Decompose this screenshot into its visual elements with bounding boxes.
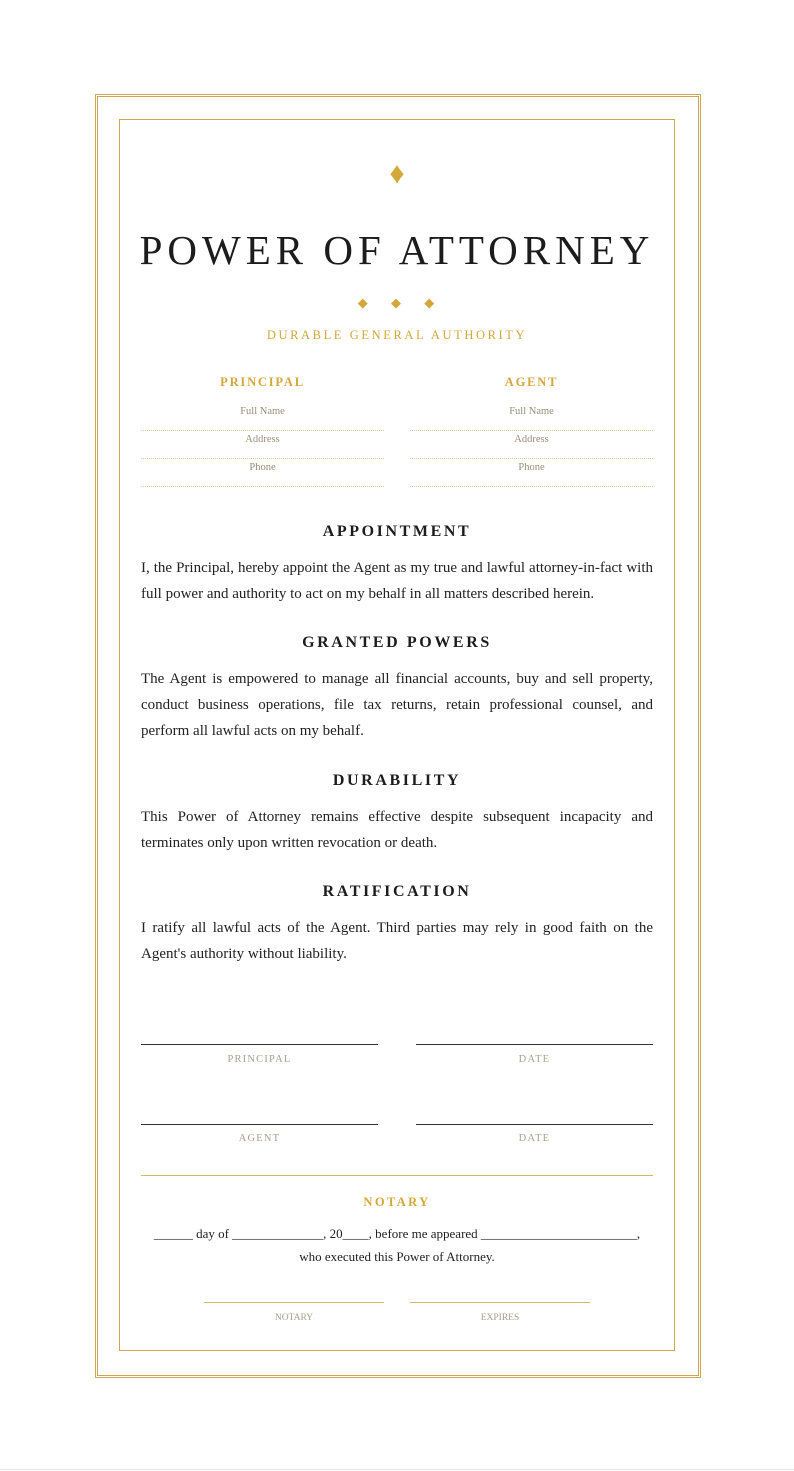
notary-expires-label: EXPIRES xyxy=(480,1313,520,1323)
diamond-icon: ♦ xyxy=(389,157,405,190)
section-body-granted-powers: The Agent is empowered to manage all financial accounts, buy and sell property, conduct business operations, file tax returns, retain professional counsel, and perform all lawful acts on my behalf. xyxy=(141,671,653,739)
principal-heading: PRINCIPAL xyxy=(220,375,305,389)
principal-signature-label: PRINCIPAL xyxy=(227,1054,292,1065)
principal-address-field[interactable]: Address xyxy=(141,431,384,459)
agent-date-label: DATE xyxy=(518,1133,551,1144)
section-body-durability: This Power of Attorney remains effective despite subsequent incapacity and terminates only upon written revocation or death. xyxy=(141,809,653,851)
page-bottom-rule xyxy=(0,1469,794,1470)
diamond-icon: ◆ xyxy=(391,295,403,310)
principal-phone-field[interactable]: Phone xyxy=(141,459,384,487)
notary-statement xyxy=(141,1222,653,1268)
notary-divider xyxy=(141,1175,653,1176)
divider-ornament xyxy=(0,294,794,312)
section-heading-durability: DURABILITY xyxy=(332,772,462,789)
notary-signature-label: NOTARY xyxy=(274,1313,314,1323)
agent-heading: AGENT xyxy=(504,375,559,389)
agent-info-block xyxy=(410,373,653,487)
diamond-icon: ◆ xyxy=(424,295,437,310)
section-body-ratification: I ratify all lawful acts of the Agent. Third parties may rely in good faith on the Agent's authority without liability. xyxy=(141,920,653,962)
principal-full-name-field[interactable]: Full Name xyxy=(141,403,384,431)
notary-signature-line[interactable] xyxy=(204,1302,384,1303)
document-subtitle: DURABLE GENERAL AUTHORITY xyxy=(266,328,528,342)
principal-date-label: DATE xyxy=(518,1054,551,1065)
notary-statement-line-1: ______ day of ______________, 20____, before me appeared ________________________, xyxy=(153,1226,641,1241)
agent-phone-field[interactable]: Phone xyxy=(410,459,653,487)
notary-statement-line-2: who executed this Power of Attorney. xyxy=(299,1249,495,1264)
section-heading-granted-powers: GRANTED POWERS xyxy=(302,634,492,651)
section-body-appointment: I, the Principal, hereby appoint the Agent as my true and lawful attorney-in-fact with full power and authority to act on my behalf in all matters described herein. xyxy=(141,560,653,602)
notary-expires-line[interactable] xyxy=(410,1302,590,1303)
agent-signature-label: AGENT xyxy=(238,1133,281,1144)
agent-date-line[interactable] xyxy=(416,1124,653,1125)
document-title: POWER OF ATTORNEY xyxy=(139,227,655,273)
diamond-icon: ◆ xyxy=(357,295,370,310)
agent-signature-line[interactable] xyxy=(141,1124,378,1125)
notary-heading: NOTARY xyxy=(363,1195,431,1209)
agent-full-name-field[interactable]: Full Name xyxy=(410,403,653,431)
principal-info-block xyxy=(141,373,384,487)
section-heading-ratification: RATIFICATION xyxy=(322,883,472,900)
principal-date-line[interactable] xyxy=(416,1044,653,1045)
section-heading-appointment: APPOINTMENT xyxy=(322,523,472,540)
principal-signature-line[interactable] xyxy=(141,1044,378,1045)
agent-address-field[interactable]: Address xyxy=(410,431,653,459)
